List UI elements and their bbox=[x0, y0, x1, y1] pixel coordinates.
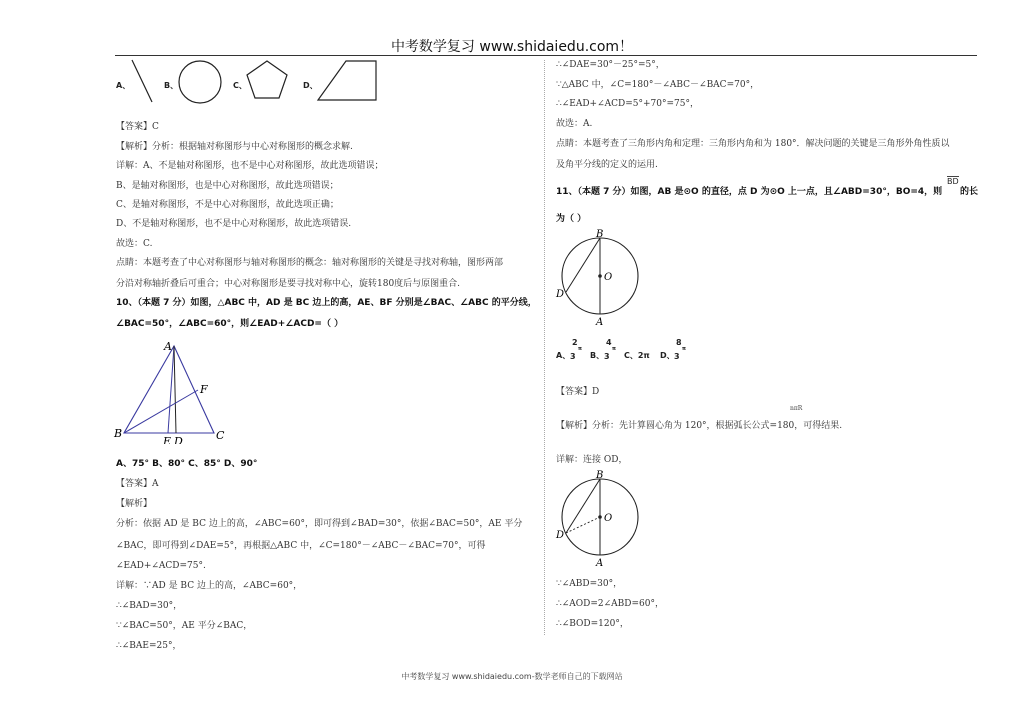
q10-cont-line: 及角平分线的定义的运用. bbox=[556, 160, 658, 170]
q10-cont-line: ∵△ABC 中，∠C=180°－∠ABC－∠BAC=70°， bbox=[556, 80, 760, 90]
q9-figure-a-line bbox=[128, 58, 156, 104]
column-divider bbox=[544, 60, 545, 635]
page-header-title: 中考数学复习 www.shidaiedu.com！ bbox=[390, 39, 634, 55]
q10-cont-line: 故选：A. bbox=[556, 119, 593, 129]
q11-detail: 详解：连接 OD， bbox=[556, 455, 628, 465]
q9-line: 【解析】分析：根据轴对称图形与中心对称图形的概念求解. bbox=[116, 142, 353, 152]
label-D: D bbox=[174, 435, 183, 444]
q10-line: ∠EAD+∠ACD=75°. bbox=[116, 561, 206, 571]
label-A: A bbox=[164, 340, 172, 353]
q11-line: ∴∠AOD=2∠ABD=60°， bbox=[556, 599, 664, 609]
q10-line: ∴∠BAD=30°， bbox=[116, 601, 183, 611]
q11-stem-tail: 的长 bbox=[960, 187, 979, 197]
q9-option-c: C、 bbox=[233, 81, 247, 90]
q9-line: 点睛：本题考查了中心对称图形与轴对称图形的概念：轴对称图形的关键是寻找对称轴，图形两部 bbox=[116, 258, 504, 268]
label-B: B bbox=[596, 470, 604, 481]
q9-option-d: D、 bbox=[303, 81, 318, 90]
q9-figure-d-trapezoid bbox=[314, 58, 380, 104]
page-footer: 中考数学复习 www.shidaiedu.com-数学老师自己的下载网站 bbox=[401, 672, 623, 681]
q10-cont-line: ∴∠EAD+∠ACD=5°+70°=75°， bbox=[556, 99, 699, 109]
label-O: O bbox=[604, 513, 613, 524]
q9-answer: 【答案】C bbox=[116, 122, 159, 132]
q10-line: 详解：∵AD 是 BC 边上的高，∠ABC=60°， bbox=[116, 581, 303, 591]
q10-line: ∵∠BAC=50°，AE 平分∠BAC， bbox=[116, 621, 253, 631]
q10-options: A、75° B、80° C、85° D、90° bbox=[116, 459, 258, 469]
q11-line: ∵∠ABD=30°， bbox=[556, 579, 623, 589]
q11-stem: 11、（本题 7 分）如图，AB 是⊙O 的直径，点 D 为⊙O 上一点，且∠ABD=30°，BO=4，则 bbox=[556, 187, 943, 197]
q10-line: ∠BAC，即可得到∠DAE=5°，再根据△ABC 中，∠C=180°－∠ABC－∠BAC=70°，可得 bbox=[116, 541, 486, 551]
q11-answer: 【答案】D bbox=[556, 387, 600, 397]
label-D: D bbox=[556, 289, 565, 300]
label-C: C bbox=[216, 429, 225, 442]
q9-line: D、不是轴对称图形，也不是中心对称图形，故此选项错误. bbox=[116, 219, 352, 229]
label-D: D bbox=[556, 530, 565, 541]
arc-length-formula-numerator: nπR bbox=[790, 405, 803, 412]
label-E: E bbox=[163, 435, 172, 444]
q9-figure-b-circle bbox=[176, 58, 224, 106]
label-O: O bbox=[604, 272, 613, 283]
q9-line: 详解：A、不是轴对称图形，也不是中心对称图形，故此选项错误； bbox=[116, 161, 384, 171]
q9-option-a: A、 bbox=[116, 81, 131, 90]
q10-stem: 10、（本题 7 分）如图，△ABC 中，AD 是 BC 边上的高，AE、BF 分别是∠BAC、∠ABC 的平分线， bbox=[116, 298, 537, 308]
label-A: A bbox=[596, 558, 604, 567]
q11-circle-figure bbox=[552, 226, 652, 326]
label-B: B bbox=[596, 229, 604, 240]
q10-line: 分析：依据 AD 是 BC 边上的高，∠ABC=60°，即可得到∠BAD=30°，依据∠BAC=50°，AE 平分 bbox=[116, 519, 523, 529]
q9-line: C、是轴对称图形，不是中心对称图形，故此选项正确； bbox=[116, 200, 339, 210]
q9-line: 故选：C. bbox=[116, 239, 153, 249]
q10-stem-2: ∠BAC=50°，∠ABC=60°，则∠EAD+∠ACD=（ ） bbox=[116, 319, 344, 329]
q9-line: 分沿对称轴折叠后可重合；中心对称图形是要寻找对称中心，旋转180度后与原图重合. bbox=[116, 279, 461, 289]
label-F: F bbox=[200, 383, 208, 396]
q11-line: ∴∠BOD=120°， bbox=[556, 619, 629, 629]
label-B: B bbox=[114, 427, 123, 440]
q10-line: ∴∠BAE=25°， bbox=[116, 641, 182, 651]
q11-stem-2: 为（ ） bbox=[556, 214, 587, 224]
q9-option-b: B、 bbox=[164, 81, 179, 90]
header-rule bbox=[115, 55, 977, 56]
q11-options: A、 2 3 π B、 4 3 π C、2π D、 8 3 π bbox=[556, 338, 686, 361]
q10-cont-line: ∴∠DAE=30°－25°=5°， bbox=[556, 60, 665, 70]
q11-solution-circle-figure bbox=[552, 467, 652, 567]
q11-analysis: 【解析】分析：先计算圆心角为 120°，根据弧长公式=180，可得结果. bbox=[556, 421, 843, 431]
q10-cont-line: 点睛：本题考查了三角形内角和定理：三角形内角和为 180°．解决问题的关键是三角形外角性质以 bbox=[556, 139, 950, 149]
q10-answer: 【答案】A bbox=[116, 479, 159, 489]
q10-analysis-heading: 【解析】 bbox=[116, 499, 153, 509]
q11-arc-bd: BD bbox=[947, 177, 959, 186]
q9-line: B、是轴对称图形，也是中心对称图形，故此选项错误； bbox=[116, 181, 339, 191]
q10-triangle-figure bbox=[112, 338, 232, 444]
q9-figure-c-pentagon bbox=[244, 58, 290, 102]
label-A: A bbox=[596, 317, 604, 326]
